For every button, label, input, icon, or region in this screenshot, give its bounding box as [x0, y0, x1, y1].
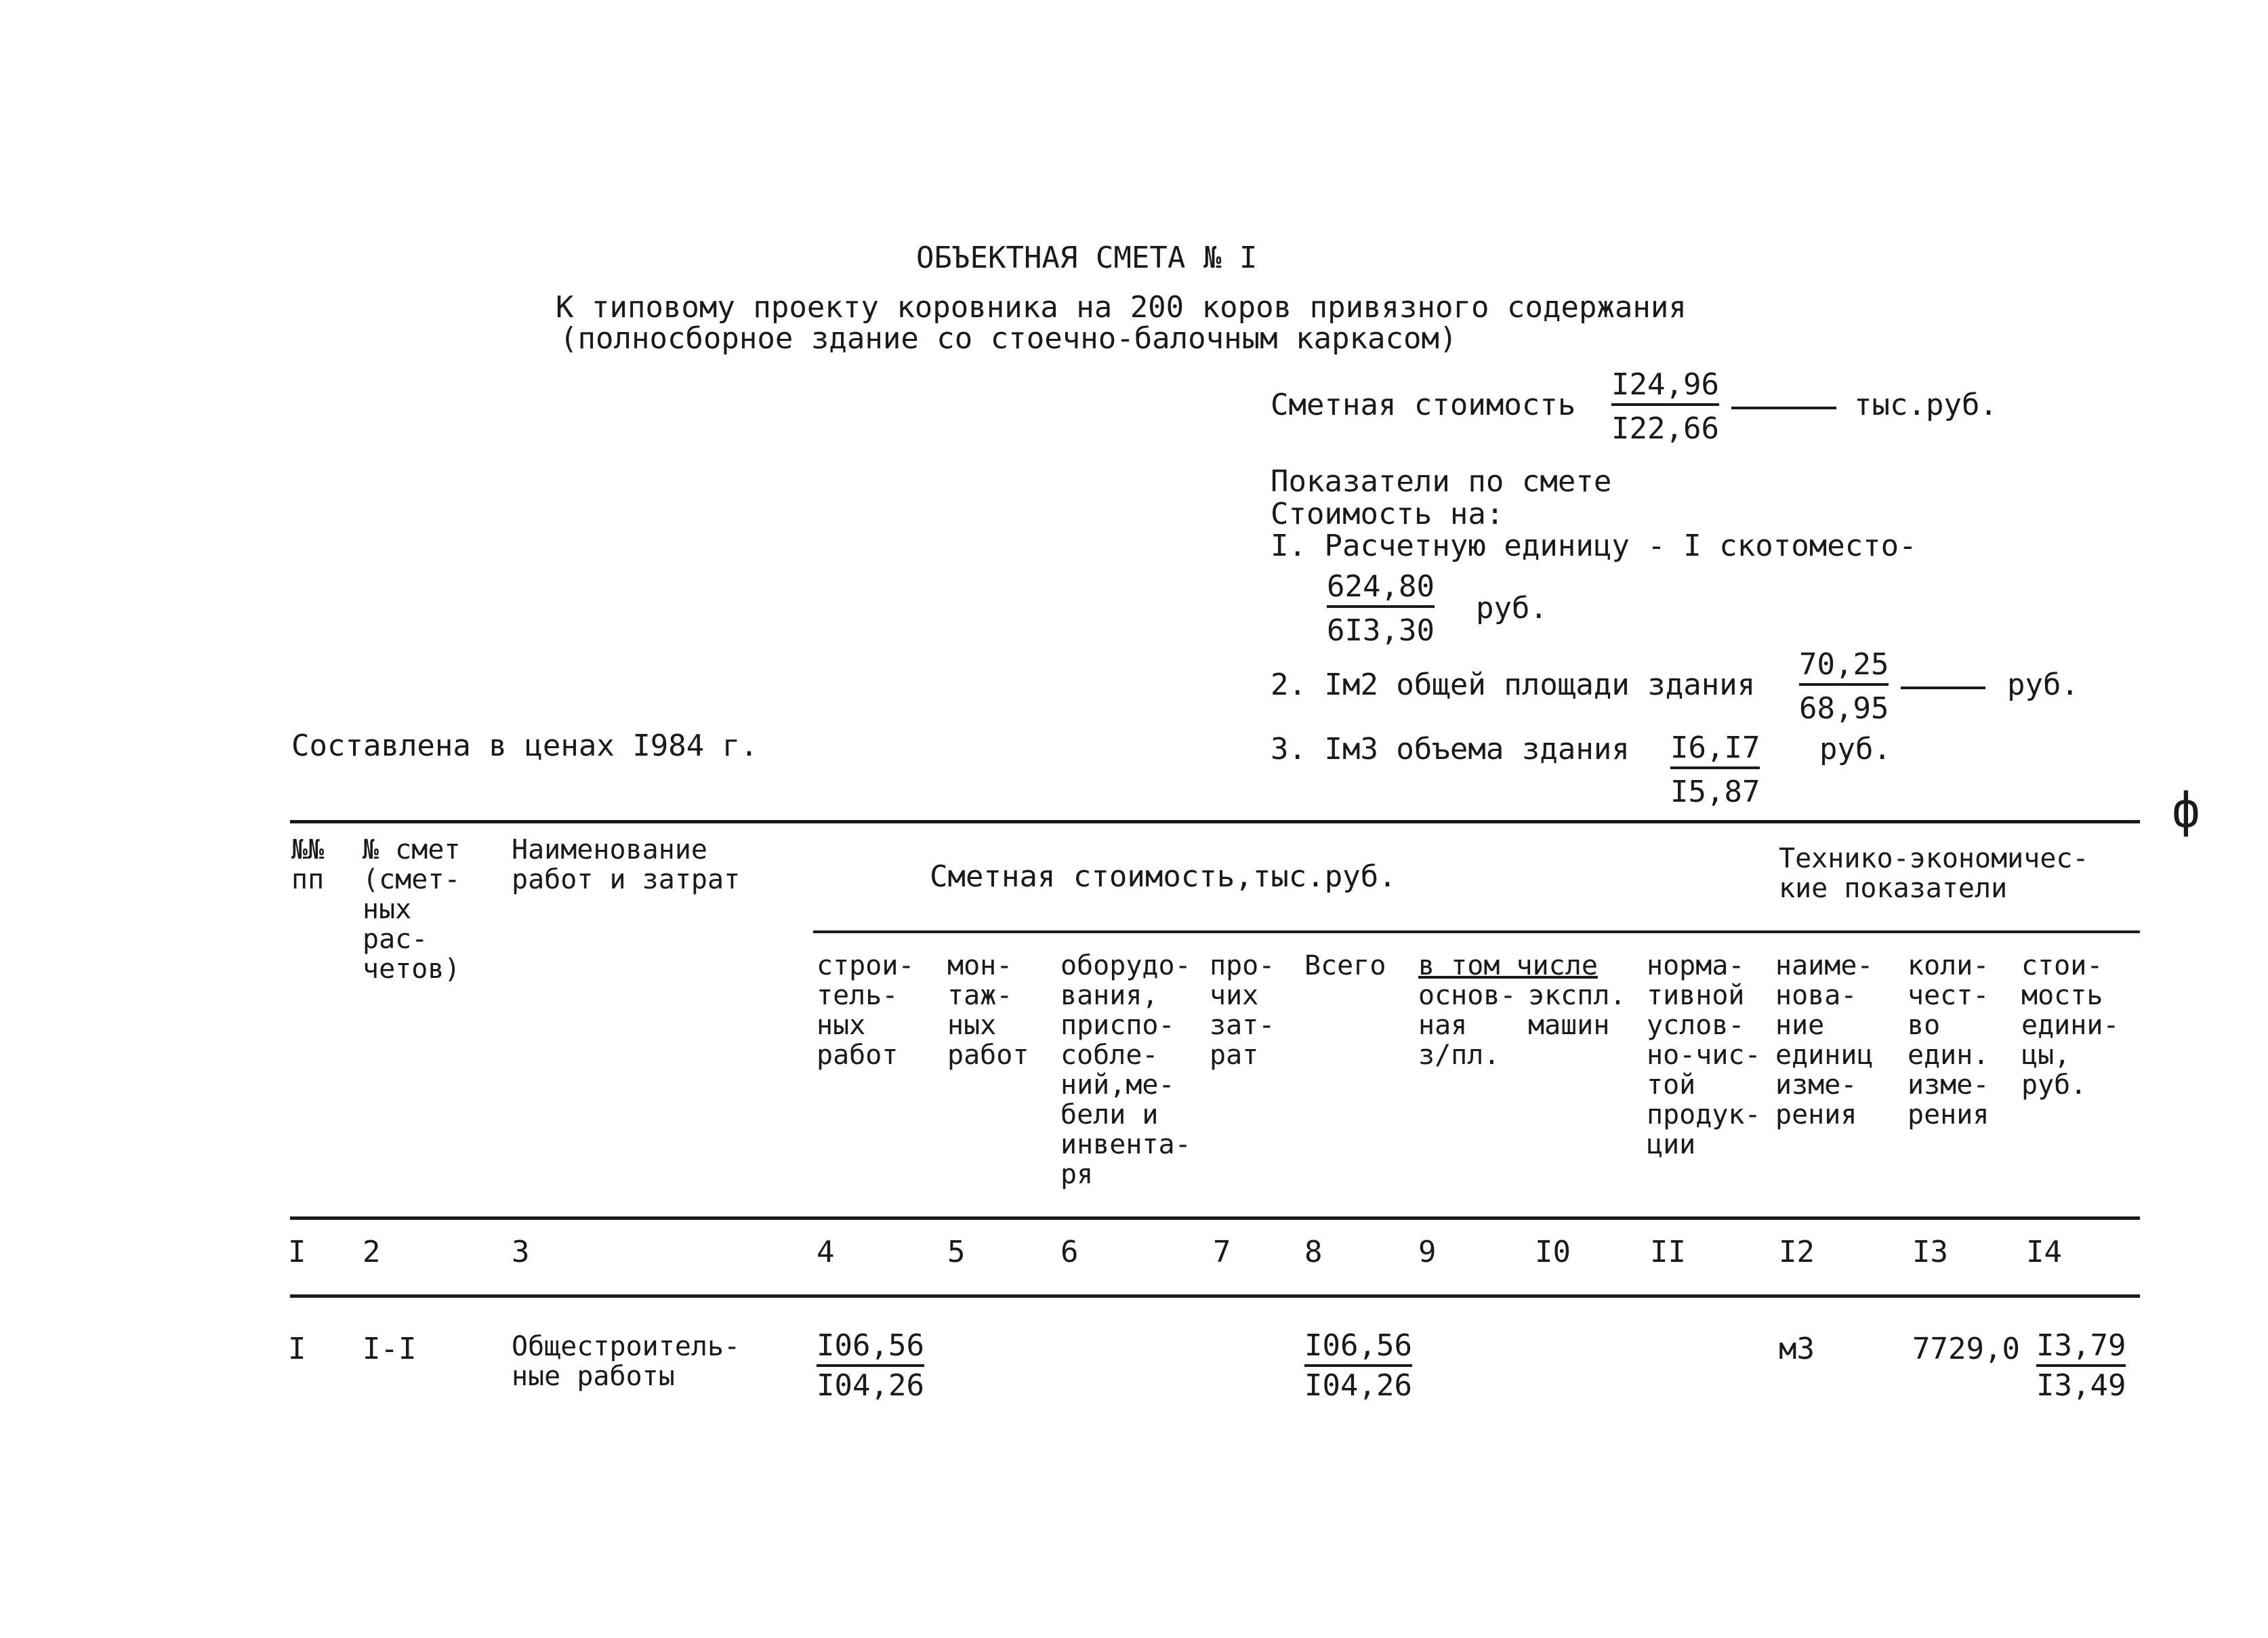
table-row-quantity: 7729,0 [1912, 1332, 2020, 1366]
indicator-item1-fraction [1327, 569, 1435, 648]
table-row-construction [817, 1328, 924, 1403]
indicator-item2-label: 2. Iм2 общей площади здания [1271, 668, 1756, 702]
col-number: I2 [1779, 1235, 1815, 1269]
indicator-item2-dash [1901, 687, 1985, 689]
table-colnum-rule [290, 1294, 2140, 1298]
header-machine-operation: экспл. машин [1528, 980, 1626, 1041]
header-group-tech: Технико-экономичес- кие показатели [1779, 843, 2089, 904]
indicator-item3-current: I6,I7 [1670, 731, 1760, 769]
header-unit-name: наиме- нова- ние единиц изме- рения [1775, 950, 1874, 1130]
indicator-item1-previous: 6I3,30 [1327, 613, 1435, 648]
indicator-item3-fraction [1670, 731, 1760, 809]
header-equipment: оборудо- вания, приспо- собле- ний,ме- бели и инвента- ря [1060, 950, 1191, 1190]
table-row-total-previous: I04,26 [1304, 1368, 1412, 1403]
table-row-number: I [288, 1332, 306, 1366]
cost-on-label: Стоимость на: [1271, 497, 1504, 531]
indicator-item1-current: 624,80 [1327, 569, 1435, 608]
document-subtitle-line1: К типовому проекту коровника на 200 коров привязного содержания [556, 290, 1687, 325]
header-estimate-number: № смет (смет- ных рас- четов) [363, 834, 461, 985]
indicator-item2-current: 70,25 [1799, 647, 1889, 686]
header-base-salary: основ- ная з/пл. [1418, 980, 1517, 1071]
col-number: 3 [512, 1235, 530, 1269]
header-total: Всего [1304, 950, 1386, 981]
header-unit-quantity: коли- чест- во един. изме- рения [1908, 950, 1989, 1130]
col-number: 9 [1418, 1235, 1437, 1269]
table-top-rule [290, 820, 2140, 823]
col-number: 2 [363, 1235, 381, 1269]
indicator-item3-previous: I5,87 [1670, 775, 1760, 809]
estimated-cost-fraction [1611, 367, 1719, 446]
indicator-item2-unit: руб. [2007, 668, 2079, 702]
header-installation-works: мон- таж- ных работ [947, 950, 1029, 1071]
col-number: I0 [1535, 1235, 1571, 1269]
table-row-estimate: I-I [363, 1332, 417, 1366]
header-including: в том числе [1418, 950, 1598, 981]
header-row-number: №№ пп [291, 834, 325, 895]
estimated-cost-current: I24,96 [1611, 367, 1719, 406]
document-title: ОБЪЕКТНАЯ СМЕТА № I [916, 241, 1258, 275]
indicator-item2-fraction [1799, 647, 1889, 726]
table-row-total [1304, 1328, 1412, 1403]
header-work-name: Наименование работ и затрат [512, 834, 741, 895]
col-number: II [1650, 1235, 1686, 1269]
table-row-name: Общестроитель- ные работы [512, 1331, 741, 1392]
col-number: 7 [1213, 1235, 1231, 1269]
estimated-cost-unit: тыс.руб. [1854, 388, 1998, 422]
indicator-item3-label: 3. Iм3 объема здания [1271, 732, 1630, 766]
indicator-item3-unit: руб. [1819, 732, 1891, 766]
indicator-item1-unit: руб. [1476, 591, 1548, 626]
header-net-production: норма- тивной услов- но-чис- той продук- ции [1647, 950, 1761, 1160]
table-row-total-current: I06,56 [1304, 1328, 1412, 1367]
indicator-item2-previous: 68,95 [1799, 691, 1889, 726]
header-unit-cost: стои- мость едини- цы, руб. [2021, 950, 2120, 1101]
table-header-rule [290, 1216, 2140, 1220]
col-number: 4 [817, 1235, 835, 1269]
table-row-construction-previous: I04,26 [817, 1368, 924, 1403]
header-group-cost: Сметная стоимость,тыс.руб. [930, 859, 1397, 894]
col-number: 8 [1304, 1235, 1323, 1269]
col-number: I4 [2026, 1235, 2062, 1269]
col-number: 5 [947, 1235, 966, 1269]
margin-mark: ф [2172, 783, 2201, 838]
estimated-cost-previous: I22,66 [1611, 411, 1719, 446]
table-row-construction-current: I06,56 [817, 1328, 924, 1367]
table-row-unit: м3 [1779, 1332, 1815, 1366]
header-construction-works: строи- тель- ных работ [817, 950, 915, 1071]
estimated-cost-label: Сметная стоимость [1271, 388, 1576, 422]
document-subtitle-line2: (полносборное здание со стоечно-балочным каркасом) [560, 321, 1458, 356]
col-number: I [288, 1235, 306, 1269]
indicator-item1-label: I. Расчетную единицу - I скотоместо- [1271, 529, 1917, 563]
col-number: I3 [1912, 1235, 1948, 1269]
prices-note: Составлена в ценах I984 г. [291, 729, 758, 763]
col-number: 6 [1060, 1235, 1079, 1269]
table-row-unit-cost [2036, 1328, 2126, 1403]
table-row-unit-cost-previous: I3,49 [2036, 1368, 2126, 1403]
estimated-cost-dash [1731, 407, 1836, 409]
table-row-unit-cost-current: I3,79 [2036, 1328, 2126, 1367]
table-group-rule [813, 930, 2140, 933]
indicators-label: Показатели по смете [1271, 464, 1612, 499]
header-other-costs: про- чих зат- рат [1210, 950, 1275, 1071]
